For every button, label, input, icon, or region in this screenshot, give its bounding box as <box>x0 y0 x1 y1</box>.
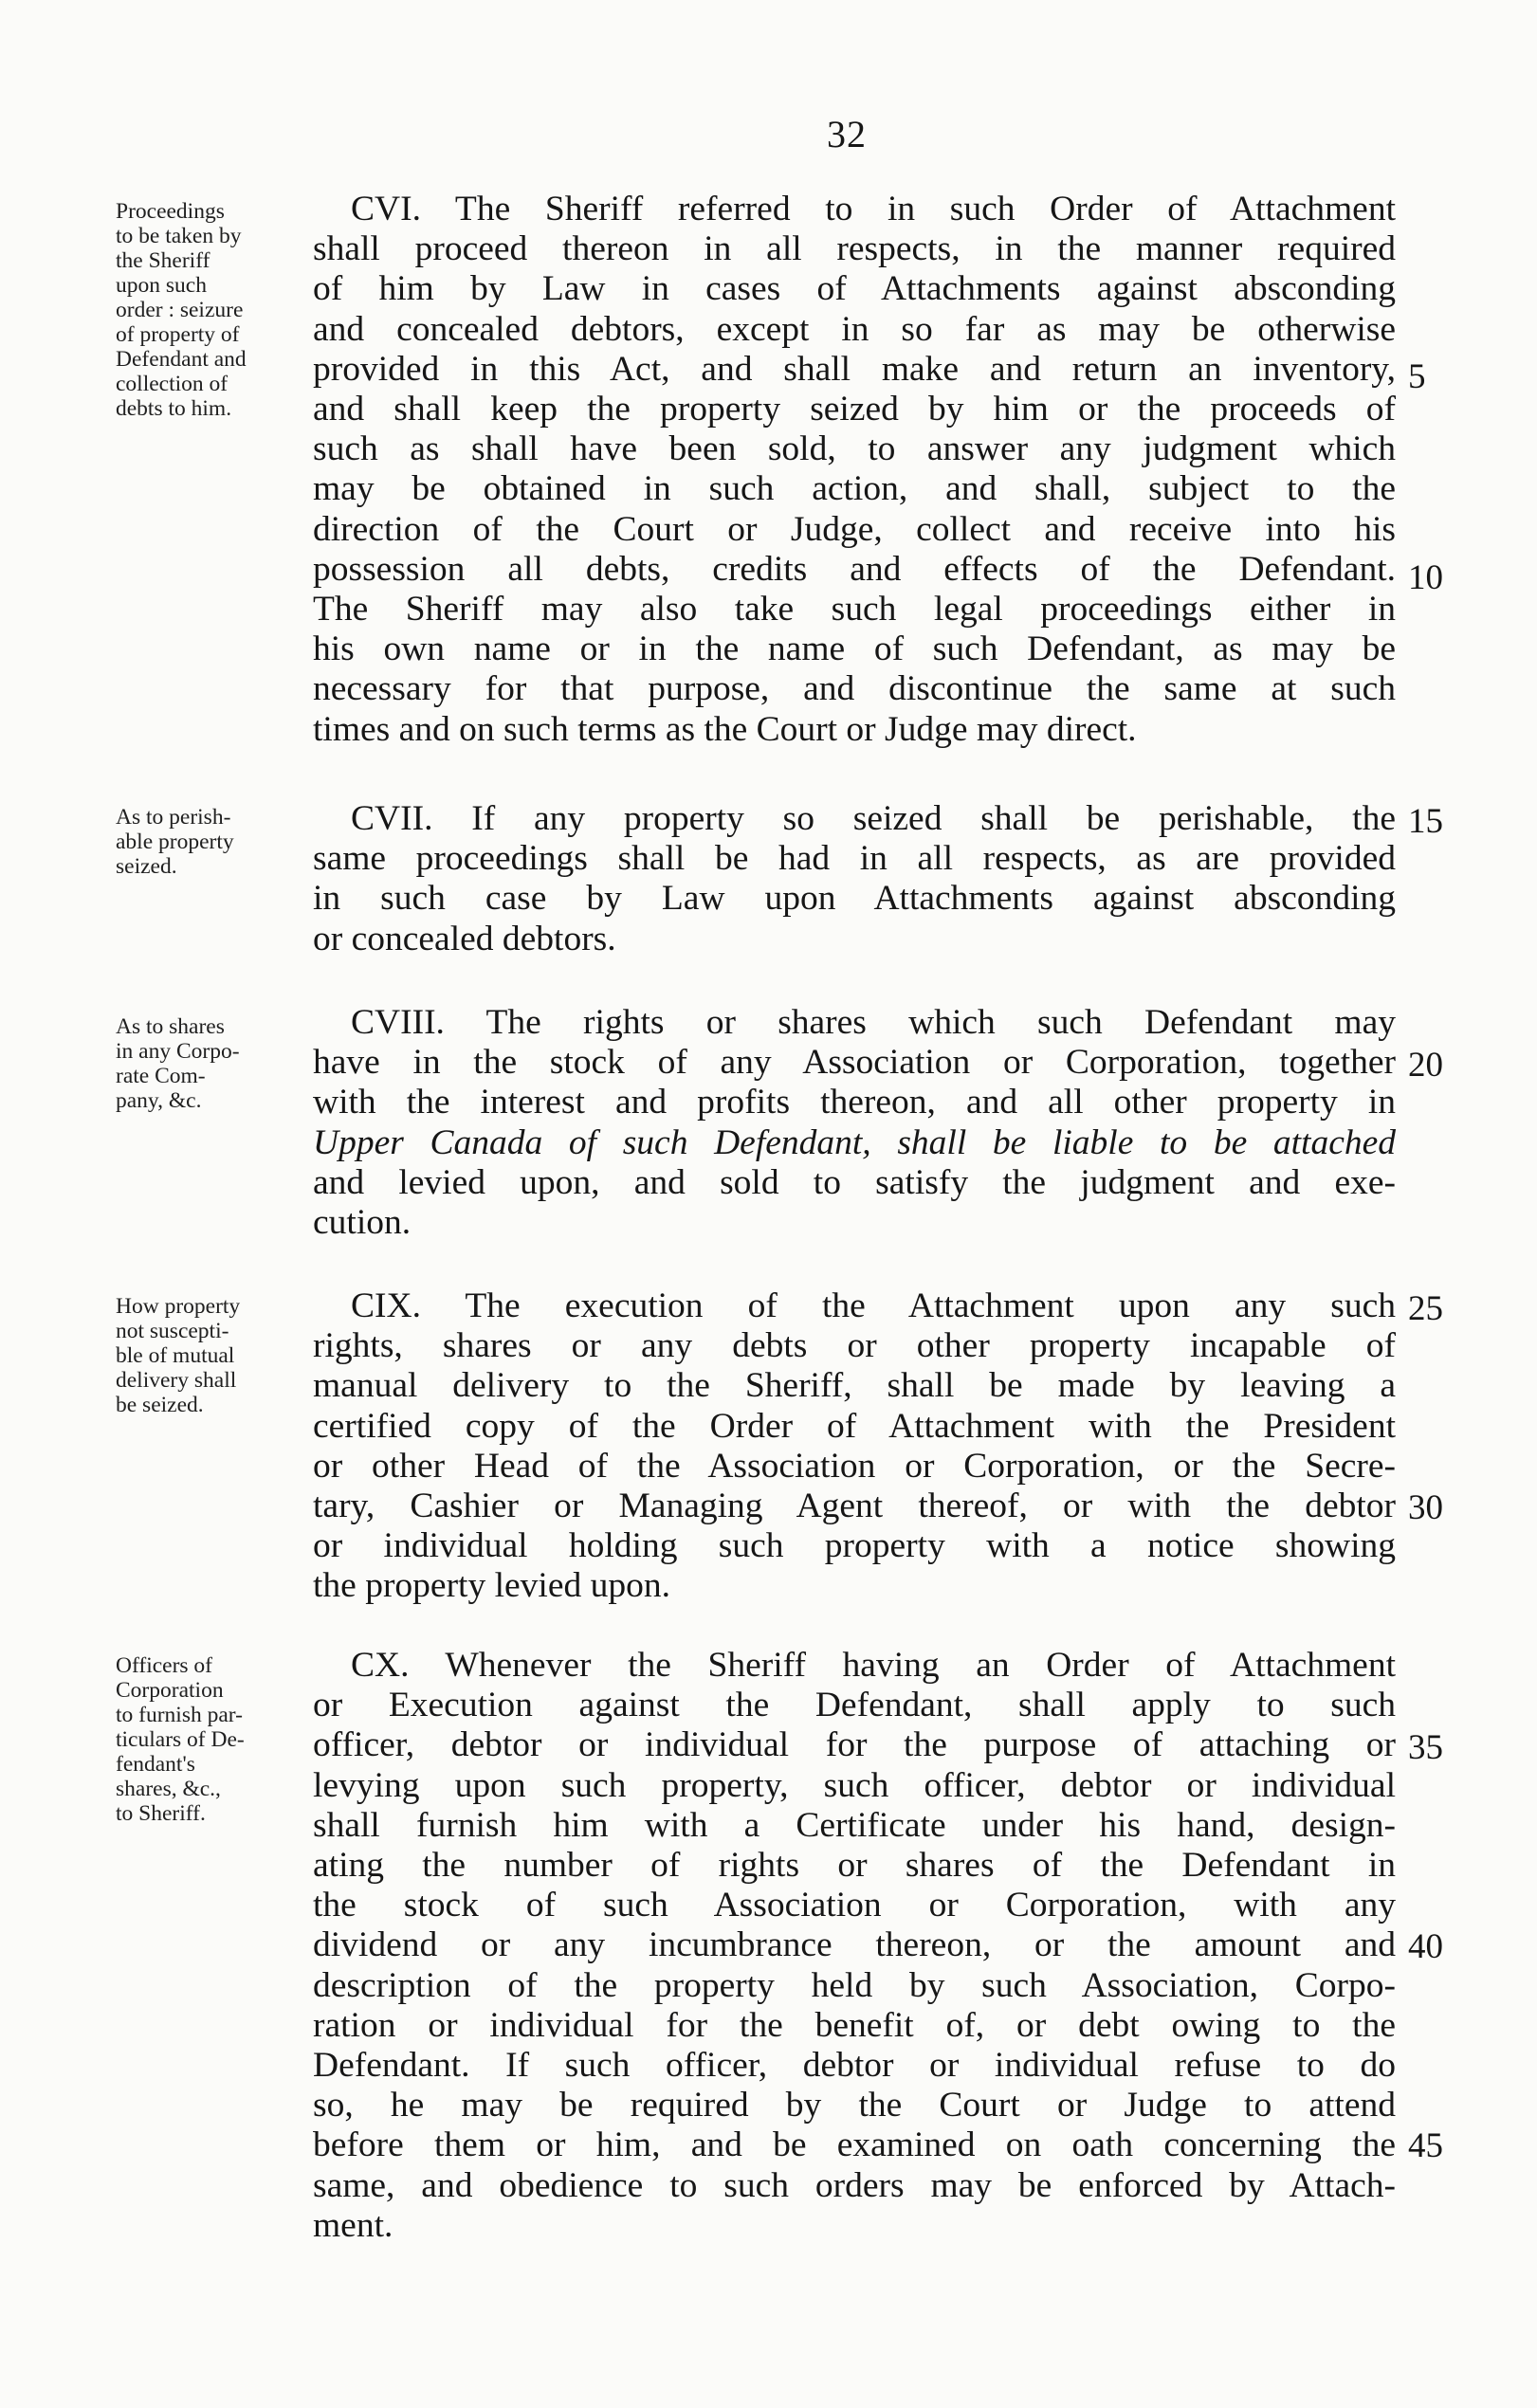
text-line: same, and obedience to such orders may be enforced by Attach- <box>313 2165 1396 2205</box>
margin-note-line: rate Com- <box>116 1064 206 1088</box>
text-line: ating the number of rights or shares of the Defendant in <box>313 1846 1396 1886</box>
text-line: and shall keep the property seized by him or the proceeds of <box>313 390 1396 429</box>
margin-note-line: delivery shall <box>116 1368 237 1393</box>
margin-note-line: to Sheriff. <box>116 1801 206 1826</box>
text-line: tary, Cashier or Managing Agent thereof, or with the debtor <box>313 1487 1396 1526</box>
margin-note-line: pany, &c. <box>116 1088 202 1113</box>
text-line: The Sheriff may also take such legal proceedings either in <box>313 590 1396 629</box>
margin-note-line: upon such <box>116 273 207 298</box>
margin-note-line: to furnish par- <box>116 1703 243 1727</box>
margin-note-perishable <box>116 805 315 879</box>
margin-note-line: of property of <box>116 322 240 347</box>
text-line: or individual holding such property with a notice showing <box>313 1526 1396 1566</box>
text-line: so, he may be required by the Court or Judge to attend <box>313 2086 1396 2125</box>
margin-note-line: order : seizure <box>116 298 244 322</box>
section-body <box>313 190 1396 750</box>
line-number: 5 <box>1408 357 1426 396</box>
text-line: manual delivery to the Sheriff, shall be made by leaving a <box>313 1366 1396 1406</box>
margin-note-line: able property <box>116 830 234 854</box>
margin-note-line: As to perish- <box>116 805 231 830</box>
text-line: ment. <box>313 2205 393 2245</box>
text-line: his own name or in the name of such Defendant, as may be <box>313 629 1396 669</box>
margin-note-line: Officers of <box>116 1653 213 1678</box>
margin-note-officers <box>116 1653 315 1826</box>
margin-note-line: How property <box>116 1294 241 1319</box>
text-line: CVIII. The rights or shares which such Defendant may <box>351 1003 1396 1042</box>
text-line: CIX. The execution of the Attachment upon any such <box>351 1286 1396 1325</box>
line-number: 10 <box>1408 558 1443 597</box>
margin-note-proceedings <box>116 199 315 421</box>
margin-note-line: to be taken by <box>116 224 242 248</box>
margin-note-line: fendant's <box>116 1752 195 1777</box>
text-line: necessary for that purpose, and discontinue the same at such <box>313 669 1396 709</box>
margin-note-how-property <box>116 1294 315 1417</box>
text-line: description of the property held by such Association, Corpo- <box>313 1965 1396 2005</box>
text-line: may be obtained in such action, and shall, subject to the <box>313 469 1396 509</box>
text-line: direction of the Court or Judge, collect and receive into his <box>313 509 1396 549</box>
text-line: have in the stock of any Association or Corporation, together <box>313 1043 1396 1083</box>
margin-note-line: not suscepti- <box>116 1319 229 1343</box>
text-line: provided in this Act, and shall make and return an inventory, <box>313 349 1396 389</box>
section-body <box>313 799 1396 959</box>
text-line: officer, debtor or individual for the purpose of attaching or <box>313 1725 1396 1765</box>
text-line: in such case by Law upon Attachments against absconding <box>313 879 1396 919</box>
line-number: 45 <box>1408 2126 1443 2165</box>
margin-note-line: Defendant and <box>116 347 247 372</box>
margin-note-line: seized. <box>116 854 177 879</box>
text-line: or concealed debtors. <box>313 919 616 958</box>
margin-note-line: ble of mutual <box>116 1343 235 1368</box>
text-line: the stock of such Association or Corporation, with any <box>313 1886 1396 1925</box>
text-line: same proceedings shall be had in all respects, as are provided <box>313 839 1396 879</box>
margin-note-line: shares, &c., <box>116 1777 221 1801</box>
text-line: dividend or any incumbrance thereon, or the amount and <box>313 1925 1396 1965</box>
text-line: CVI. The Sheriff referred to in such Order of Attachment <box>351 190 1396 228</box>
section-body <box>313 1646 1396 2246</box>
text-line: shall furnish him with a Certificate under his hand, design- <box>313 1805 1396 1845</box>
margin-note-line: in any Corpo- <box>116 1039 240 1064</box>
text-line: possession all debts, credits and effects of the Defendant. <box>313 549 1396 589</box>
margin-note-line: Corporation <box>116 1678 224 1703</box>
text-line: times and on such terms as the Court or Judge may direct. <box>313 709 1137 749</box>
text-line: of him by Law in cases of Attachments against absconding <box>313 269 1396 309</box>
text-line: ration or individual for the benefit of, or debt owing to the <box>313 2005 1396 2045</box>
text-line: shall proceed thereon in all respects, in the manner required <box>313 229 1396 269</box>
text-line: Defendant. If such officer, debtor or individual refuse to do <box>313 2046 1396 2086</box>
text-line: the property levied upon. <box>313 1566 670 1606</box>
margin-note-line: ticulars of De- <box>116 1727 245 1752</box>
margin-note-line: collection of <box>116 372 229 396</box>
line-number: 15 <box>1408 802 1443 841</box>
line-number: 30 <box>1408 1488 1443 1527</box>
line-number: 20 <box>1408 1046 1443 1085</box>
section-body <box>313 1286 1396 1607</box>
margin-note-shares <box>116 1014 315 1113</box>
line-number: 40 <box>1408 1927 1443 1966</box>
line-number: 25 <box>1408 1289 1443 1328</box>
text-line: Upper Canada of such Defendant, shall be liable to be attached <box>313 1122 1396 1162</box>
text-line: and levied upon, and sold to satisfy the judgment and exe- <box>313 1162 1396 1202</box>
text-line: cution. <box>313 1203 412 1243</box>
page-number: 32 <box>827 113 867 155</box>
margin-note-line: the Sheriff <box>116 248 210 273</box>
text-line: or Execution against the Defendant, shall apply to such <box>313 1686 1396 1725</box>
text-line: before them or him, and be examined on oath concerning the <box>313 2125 1396 2165</box>
margin-note-line: debts to him. <box>116 396 232 421</box>
section-body <box>313 1003 1396 1243</box>
margin-note-line: As to shares <box>116 1014 225 1039</box>
line-number: 35 <box>1408 1728 1443 1767</box>
text-line: certified copy of the Order of Attachment with the President <box>313 1406 1396 1446</box>
text-line: and concealed debtors, except in so far as may be otherwise <box>313 309 1396 349</box>
margin-note-line: be seized. <box>116 1393 204 1417</box>
text-line: CX. Whenever the Sheriff having an Order of Attachment <box>351 1646 1396 1685</box>
text-line: rights, shares or any debts or other property incapable of <box>313 1326 1396 1366</box>
text-line: levying upon such property, such officer, debtor or individual <box>313 1765 1396 1805</box>
margin-note-line: Proceedings <box>116 199 225 224</box>
text-line: or other Head of the Association or Corporation, or the Secre- <box>313 1446 1396 1486</box>
text-line: such as shall have been sold, to answer any judgment which <box>313 429 1396 469</box>
text-line: with the interest and profits thereon, and all other property in <box>313 1083 1396 1122</box>
text-line: CVII. If any property so seized shall be perishable, the <box>351 799 1396 838</box>
